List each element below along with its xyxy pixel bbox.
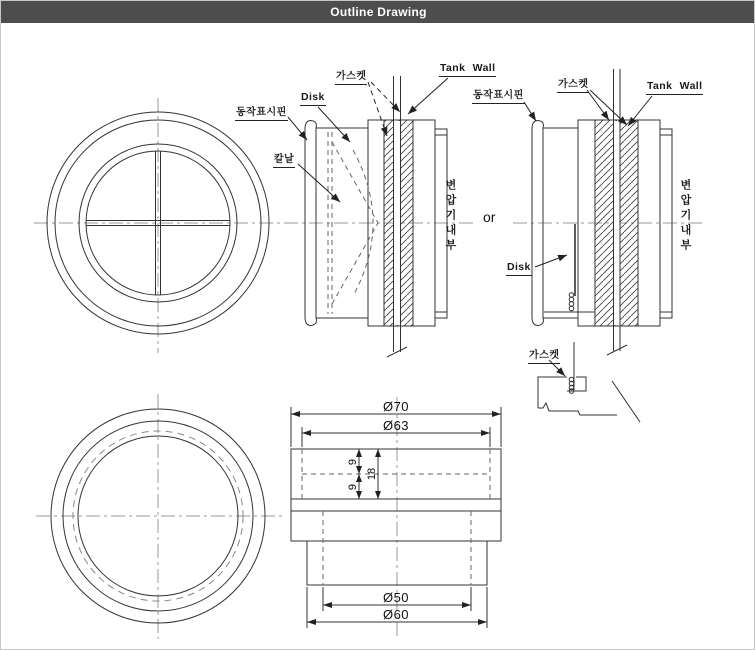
dim-top-outer-dia: Ø70 [382, 399, 410, 414]
hidden-bore-lines [302, 449, 490, 585]
label-gasket-mid: 가스켓 [335, 67, 367, 85]
page-title: Outline Drawing [330, 5, 427, 19]
flange-profile [538, 377, 617, 415]
or-text: or [483, 209, 496, 225]
label-tank-wall-mid: Tank Wall [439, 62, 496, 77]
coil-gasket [569, 293, 574, 311]
tank-wall-gap [394, 121, 401, 325]
dim-total-depth: 18 [366, 467, 378, 481]
leader-blade-mid [298, 164, 340, 202]
label-transformer-inside-right: 변압기내부 [679, 179, 691, 254]
leader-gasket-mid-2 [371, 82, 400, 112]
cap-hook-bottom [532, 308, 543, 326]
leader-tankwall-mid [408, 78, 448, 114]
leader-pin-mid [288, 117, 307, 140]
dim-top-bore-dia: Ø63 [382, 418, 410, 433]
leader-gasket-mid-1 [368, 82, 387, 136]
label-disk-right: Disk [506, 261, 532, 276]
label-indicator-pin-right: 동작표시핀 [472, 86, 525, 104]
dim-bottom-bore-dia: Ø50 [382, 590, 410, 605]
tank-wall-cut [612, 381, 640, 422]
label-tank-wall-right: Tank Wall [646, 80, 703, 95]
leader-disk-mid [318, 107, 350, 142]
cap-hook-top [305, 121, 316, 139]
front-view-bottom [36, 394, 283, 639]
flange-band-thin [291, 499, 501, 511]
label-transformer-inside-mid: 변압기내부 [444, 179, 456, 254]
label-indicator-pin-mid: 동작표시핀 [235, 103, 288, 121]
dim-lower-depth: 9 [347, 483, 359, 491]
cap-hook-bottom [305, 308, 316, 326]
leader-tankwall-right [628, 96, 652, 126]
cap-hook-top [532, 121, 543, 139]
label-gasket-right: 가스켓 [557, 75, 589, 93]
leader-pin-right [524, 102, 536, 121]
label-gasket-detail: 가스켓 [528, 346, 560, 364]
label-blade-mid: 칼날 [273, 150, 295, 168]
label-disk-mid: Disk [300, 91, 326, 106]
tank-wall-gap [614, 121, 621, 325]
leader-disk-right [535, 255, 567, 267]
dim-bottom-outer-dia: Ø60 [382, 607, 410, 622]
outer-circle [51, 409, 265, 623]
section-view-right [513, 69, 703, 355]
outline-drawing-canvas [1, 1, 755, 650]
section-view-middle [305, 76, 447, 357]
dim-upper-depth: 9 [347, 458, 359, 466]
